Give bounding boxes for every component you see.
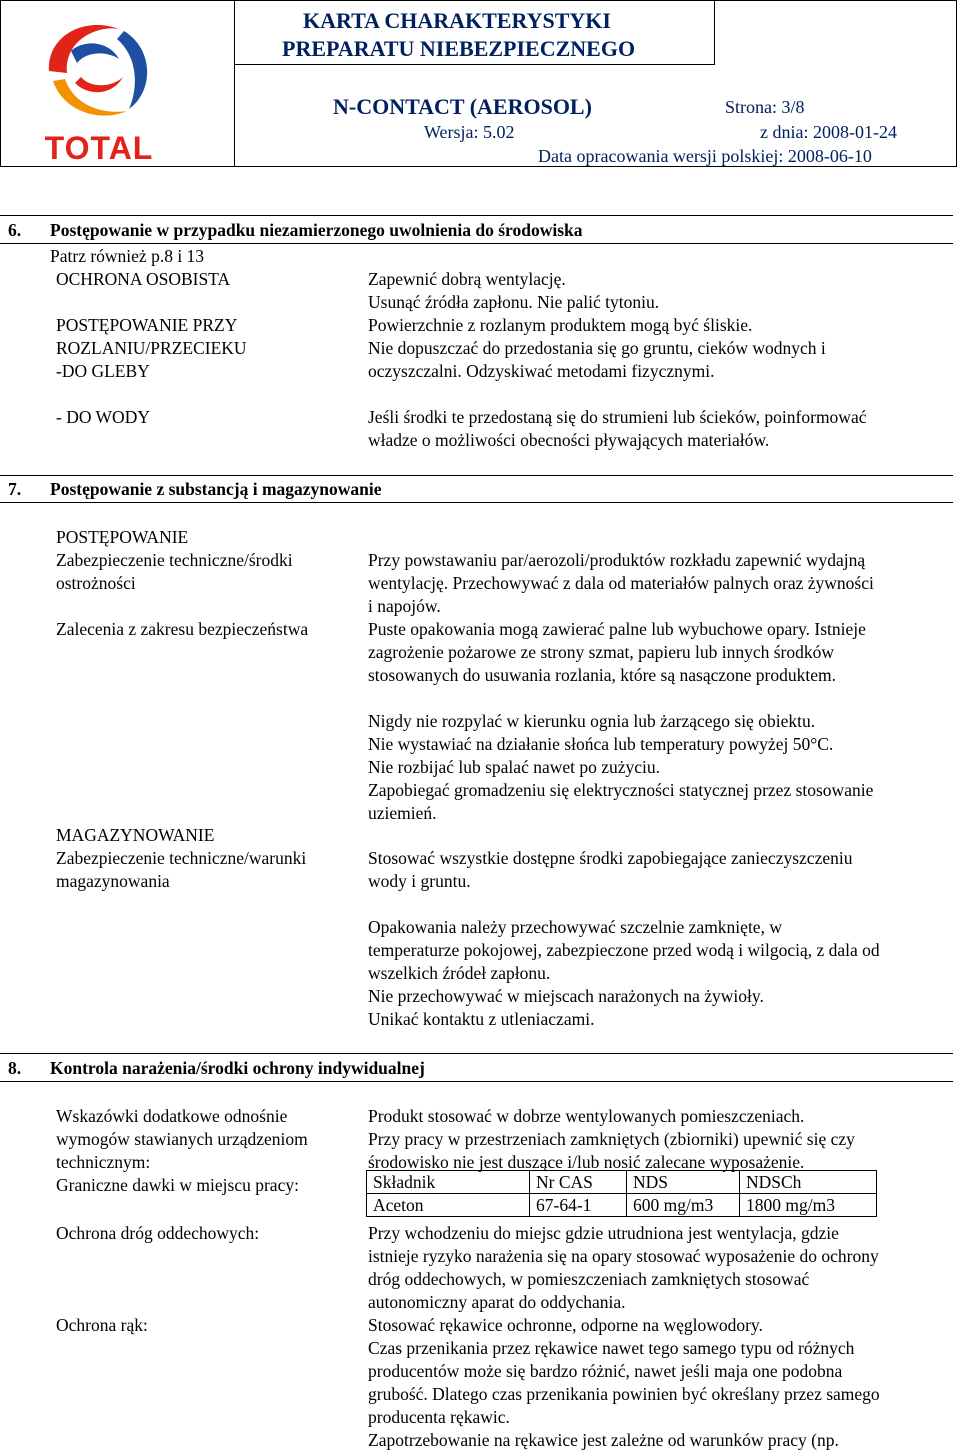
value-hand-5: producenta rękawic.	[368, 1407, 510, 1427]
label-exposure-limits: Graniczne dawki w miejscu pracy:	[56, 1175, 299, 1195]
value-resp-3: dróg oddechowych, w pomieszczeniach zamkniętych stosować	[368, 1269, 810, 1289]
value-hand-2: Czas przenikania przez rękawice nawet tego samego typu od różnych	[368, 1338, 855, 1358]
value-storage-2: wody i gruntu.	[368, 871, 471, 891]
label-storage-cond-1: Zabezpieczenie techniczne/warunki	[56, 848, 307, 868]
value-storage-6: Nie przechowywać w miejscach narażonych na żywioły.	[368, 986, 764, 1006]
version: Wersja: 5.02	[424, 122, 515, 142]
value-tech-1: Przy powstawaniu par/aerozoli/produktów rozkładu zapewnić wydajną	[368, 550, 866, 570]
value-safety-5: Nie wystawiać na działanie słońca lub temperatury powyżej 50°C.	[368, 734, 834, 754]
value-hand-1: Stosować rękawice ochronne, odporne na węglowodory.	[368, 1315, 763, 1335]
logo-text: TOTAL	[44, 130, 154, 161]
table-cell: Aceton	[367, 1194, 530, 1217]
value-hand-4: grubość. Dlatego czas przenikania powinien być określany przez samego	[368, 1384, 880, 1404]
label-personal-protection: OCHRONA OSOBISTA	[56, 269, 231, 289]
section-7-heading: Postępowanie z substancją i magazynowanie	[50, 479, 382, 499]
label-storage: MAGAZYNOWANIE	[56, 825, 215, 845]
value-resp-1: Przy wchodzeniu do miejsc gdzie utrudniona jest wentylacja, gdzie	[368, 1223, 839, 1243]
label-tech-2: ostrożności	[56, 573, 136, 593]
polish-version-date: Data opracowania wersji polskiej: 2008-06-10	[538, 146, 872, 166]
table-header-cell: Nr CAS	[530, 1171, 627, 1194]
label-spill-1: POSTĘPOWANIE PRZY	[56, 315, 238, 335]
table-header-cell: Składnik	[367, 1171, 530, 1194]
value-safety-6: Nie rozbijać lub spalać nawet po zużyciu.	[368, 757, 661, 777]
value-personal-1: Zapewnić dobrą wentylację.	[368, 269, 566, 289]
label-safety: Zalecenia z zakresu bezpieczeństwa	[56, 619, 309, 639]
label-hand-protection: Ochrona rąk:	[56, 1315, 148, 1335]
value-tech-2: wentylację. Przechowywać z dala od materiałów palnych oraz żywności	[368, 573, 874, 593]
see-also: Patrz również p.8 i 13	[50, 246, 205, 266]
value-safety-7: Zapobiegać gromadzeniu się elektryczności statycznej przez stosowanie	[368, 780, 874, 800]
section-8-heading: Kontrola narażenia/środki ochrony indywidualnej	[50, 1058, 425, 1078]
label-storage-cond-2: magazynowania	[56, 871, 170, 891]
value-storage-4: temperaturze pokojowej, zabezpieczone przed wodą i wilgocią, z dala od	[368, 940, 880, 960]
table-cell: 600 mg/m3	[627, 1194, 740, 1217]
value-tech-3: i napojów.	[368, 596, 441, 616]
section-7-number: 7.	[8, 479, 22, 499]
section-6-heading: Postępowanie w przypadku niezamierzonego uwolnienia do środowiska	[50, 220, 583, 240]
value-storage-3: Opakowania należy przechowywać szczelnie zamknięte, w	[368, 917, 782, 937]
value-storage-7: Unikać kontaktu z utleniaczami.	[368, 1009, 595, 1029]
label-s8-tech-3: technicznym:	[56, 1152, 151, 1172]
value-resp-4: autonomiczny aparat do oddychania.	[368, 1292, 626, 1312]
label-handling: POSTĘPOWANIE	[56, 527, 189, 547]
table-header-cell: NDS	[627, 1171, 740, 1194]
value-hand-6: Zapotrzebowanie na rękawice jest zależne od warunków pracy (np.	[368, 1430, 839, 1450]
value-water-2: władze o możliwości obecności pływających materiałów.	[368, 430, 770, 450]
value-safety-1: Puste opakowania mogą zawierać palne lub wybuchowe opary. Istnieje	[368, 619, 866, 639]
product-name: N-CONTACT (AEROSOL)	[333, 94, 592, 119]
section-6-number: 6.	[8, 220, 22, 240]
value-storage-1: Stosować wszystkie dostępne środki zapobiegające zanieczyszczeniu	[368, 848, 853, 868]
value-water-1: Jeśli środki te przedostaną się do strumieni lub ścieków, poinformować	[368, 407, 867, 427]
section-8-number: 8.	[8, 1058, 22, 1078]
table-header-cell: NDSCh	[740, 1171, 877, 1194]
value-s8-tech-3: środowisko nie jest duszące i/lub nosić zalecane wyposażenie.	[368, 1152, 805, 1172]
value-spill-3: oczyszczalni. Odzyskiwać metodami fizycznymi.	[368, 361, 715, 381]
label-water: - DO WODY	[56, 407, 150, 427]
label-tech-1: Zabezpieczenie techniczne/środki	[56, 550, 293, 570]
value-spill-2: Nie dopuszczać do przedostania się go gruntu, cieków wodnych i	[368, 338, 826, 358]
value-safety-2: zagrożenie pożarowe ze strony szmat, papieru lub innych środków	[368, 642, 835, 662]
label-respiratory: Ochrona dróg oddechowych:	[56, 1223, 260, 1243]
table-header-row	[367, 1171, 877, 1194]
value-personal-2: Usunąć źródła zapłonu. Nie palić tytoniu.	[368, 292, 660, 312]
label-s8-tech-2: wymogów stawianych urządzeniom	[56, 1129, 308, 1149]
table-cell: 67-64-1	[530, 1194, 627, 1217]
table-cell: 1800 mg/m3	[740, 1194, 877, 1217]
value-resp-2: istnieje ryzyko narażenia się na opary stosować wyposażenie do ochrony	[368, 1246, 879, 1266]
value-safety-3: stosowanych do usuwania rozlania, które są nasączone produktem.	[368, 665, 836, 685]
page-number: Strona: 3/8	[725, 97, 805, 117]
value-safety-8: uziemień.	[368, 803, 437, 823]
value-hand-3: producentów może się bardzo różnić, nawet jeśli maja one podobna	[368, 1361, 843, 1381]
label-s8-tech-1: Wskazówki dodatkowe odnośnie	[56, 1106, 288, 1126]
document-header	[0, 0, 957, 167]
doc-title-2: PREPARATU NIEBEZPIECZNEGO	[282, 36, 636, 61]
value-spill-1: Powierzchnie z rozlanym produktem mogą być śliskie.	[368, 315, 753, 335]
table-row	[367, 1194, 877, 1217]
value-s8-tech-1: Produkt stosować w dobrze wentylowanych pomieszczeniach.	[368, 1106, 805, 1126]
exposure-limits-table	[366, 1170, 877, 1217]
value-s8-tech-2: Przy pracy w przestrzeniach zamkniętych (zbiorniki) upewnić się czy	[368, 1129, 855, 1149]
label-spill-2: ROZLANIU/PRZECIEKU	[56, 338, 247, 358]
label-spill-3: -DO GLEBY	[56, 361, 150, 381]
total-logo-icon	[29, 11, 169, 161]
value-storage-5: wszelkich źródeł zapłonu.	[368, 963, 551, 983]
value-safety-4: Nigdy nie rozpylać w kierunku ognia lub żarzącego się obiektu.	[368, 711, 816, 731]
version-date: z dnia: 2008-01-24	[760, 122, 897, 142]
doc-title-1: KARTA CHARAKTERYSTYKI	[303, 8, 611, 33]
